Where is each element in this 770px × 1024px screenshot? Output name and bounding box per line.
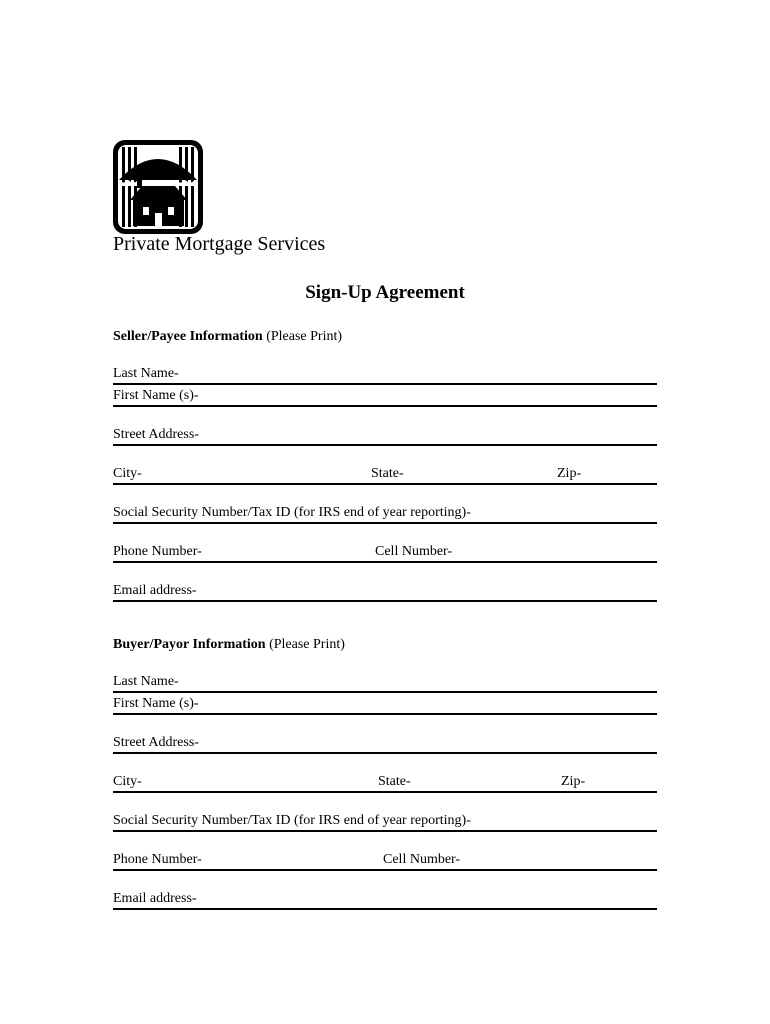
seller-heading: Seller/Payee Information <box>113 329 263 344</box>
seller-email-field[interactable] <box>113 581 657 602</box>
document-title: Sign-Up Agreement <box>305 282 465 303</box>
buyer-phone-field[interactable] <box>113 850 657 871</box>
buyer-city-label: City- <box>113 774 142 789</box>
buyer-first-name-label: First Name (s)- <box>113 696 199 711</box>
seller-last-name-field[interactable] <box>113 364 657 385</box>
seller-cell-label: Cell Number- <box>375 544 453 559</box>
seller-city-state-zip-field[interactable] <box>113 464 657 485</box>
buyer-ssn-field[interactable] <box>113 811 657 832</box>
seller-ssn-field[interactable] <box>113 503 657 524</box>
seller-note: (Please Print) <box>266 329 343 344</box>
seller-last-name-label: Last Name- <box>113 366 179 381</box>
company-logo <box>113 140 203 234</box>
buyer-street-label: Street Address- <box>113 735 199 750</box>
buyer-section-header <box>113 637 345 653</box>
seller-zip-label: Zip- <box>557 466 582 481</box>
buyer-state-label: State- <box>378 774 411 789</box>
buyer-last-name-label: Last Name- <box>113 674 179 689</box>
buyer-email-label: Email address- <box>113 891 197 906</box>
seller-phone-label: Phone Number- <box>113 544 202 559</box>
seller-street-field[interactable] <box>113 425 657 446</box>
seller-email-label: Email address- <box>113 583 197 598</box>
seller-state-label: State- <box>371 466 404 481</box>
buyer-email-field[interactable] <box>113 889 657 910</box>
seller-ssn-label: Social Security Number/Tax ID (for IRS end of year reporting)- <box>113 505 471 520</box>
umbrella-house-icon <box>113 140 203 234</box>
buyer-street-field[interactable] <box>113 733 657 754</box>
company-name: Private Mortgage Services <box>113 233 326 255</box>
buyer-zip-label: Zip- <box>561 774 586 789</box>
seller-phone-field[interactable] <box>113 542 657 563</box>
buyer-note: (Please Print) <box>269 637 345 652</box>
buyer-city-state-zip-field[interactable] <box>113 772 657 793</box>
seller-first-name-label: First Name (s)- <box>113 388 199 403</box>
seller-street-label: Street Address- <box>113 427 199 442</box>
buyer-phone-label: Phone Number- <box>113 852 202 867</box>
buyer-last-name-field[interactable] <box>113 672 657 693</box>
buyer-cell-label: Cell Number- <box>383 852 461 867</box>
buyer-heading: Buyer/Payor Information <box>113 637 266 652</box>
buyer-ssn-label: Social Security Number/Tax ID (for IRS end of year reporting)- <box>113 813 471 828</box>
seller-first-name-field[interactable] <box>113 386 657 407</box>
buyer-first-name-field[interactable] <box>113 694 657 715</box>
seller-city-label: City- <box>113 466 142 481</box>
seller-section-header <box>113 329 342 345</box>
